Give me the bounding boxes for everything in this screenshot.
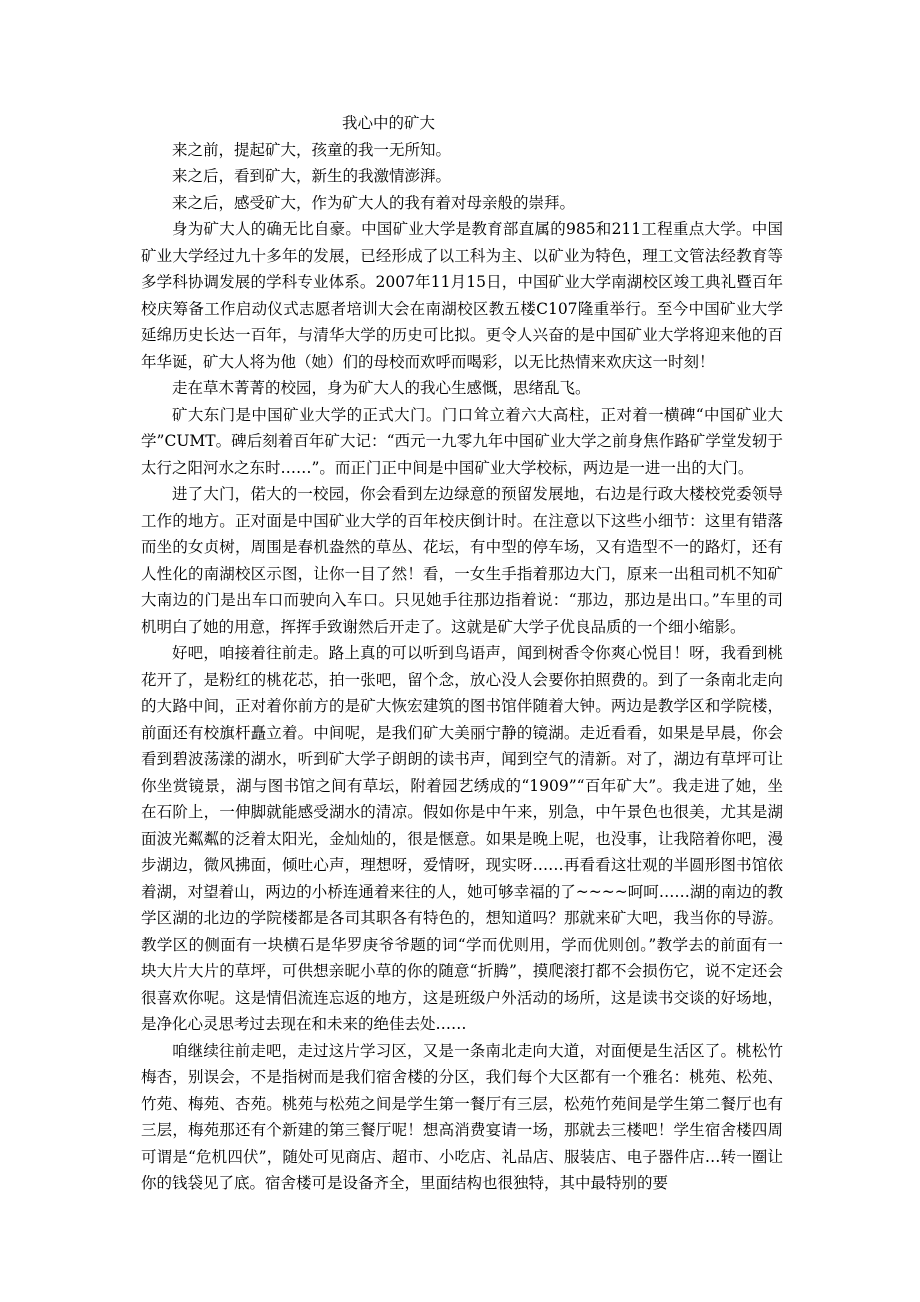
paragraph-living-area: 咱继续往前走吧，走过这片学习区，又是一条南北走向大道，对面便是生活区了。桃松竹梅杏，别误会，不是指树而是我们宿舍楼的分区，我们每个大区都有一个雅名：桃苑、松苑、竹苑、梅苑、杏苑。桃苑与松苑之间是学生第一餐厅有三层，松苑竹苑间是学生第二餐厅也有三层，梅苑那还有个新建的第三餐厅呢！想高消费宴请一场，那就去三楼吧！学生宿舍楼四周可谓是“危机四伏”，随处可见商店、超市、小吃店、礼品店、服装店、电子器件店…转一圈让你的钱袋见了底。宿舍楼可是设备齐全，里面结构也很独特，其中最特别的要 xyxy=(141,1041,783,1192)
paragraph-intro-before: 来之前，提起矿大，孩童的我一无所知。 xyxy=(172,140,452,159)
paragraph-entrance: 进了大门，偌大的一校园，你会看到左边绿意的预留发展地，右边是行政大楼校党委领导工作的地方。正对面是中国矿业大学的百年校庆倒计时。在注意以下这些小细节：这里有错落而坐的女贞树，周围是春机盎然的草丛、花坛，有中型的停车场，又有造型不一的路灯，还有人性化的南湖校区示图，让你一目了然！看，一女生手指着那边大门，原来一出租司机不知矿大南边的门是出车口而驶向入车口。只见她手往那边指着说：“那边，那边是出口。”车里的司机明白了她的用意，挥挥手致谢然后开走了。这就是矿大学子优良品质的一个细小缩影。 xyxy=(141,485,783,636)
paragraph-intro-after-see: 来之后，看到矿大，新生的我激情澎湃。 xyxy=(172,167,452,185)
paragraph-east-gate: 矿大东门是中国矿业大学的正式大门。门口耸立着六大高柱，正对着一横碑“中国矿业大学”CUMT。碑后刻着百年矿大记：“西元一九零九年中国矿业大学之前身焦作路矿学堂发轫于太行之阳河水之东时……”。而正门正中间是中国矿业大学校标，两边是一进一出的大门。 xyxy=(141,405,783,477)
paragraph-pride: 身为矿大人的确无比自豪。中国矿业大学是教育部直属的985和211工程重点大学。中国矿业大学经过九十多年的发展，已经形成了以工科为主、以矿业为特色，理工文管法经教育等多学科协调发展的学科专业体系。2007年11月15日，中国矿业大学南湖校区竣工典礼暨百年校庆筹备工作启动仪式志愿者培训大会在南湖校区教五楼C107隆重举行。至今中国矿业大学延绵历史长达一百年，与清华大学的历史可比拟。更令人兴奋的是中国矿业大学将迎来他的百年华诞，矿大人将为他（她）们的母校而欢呼而喝彩，以无比热情来欢庆这一时刻！ xyxy=(141,220,783,371)
paragraph-campus-walk: 走在草木菁菁的校园，身为矿大人的我心生感慨，思绪乱飞。 xyxy=(172,379,591,397)
paragraph-lake-library: 好吧，咱接着往前走。路上真的可以听到鸟语声，闻到树香令你爽心悦目！呀，我看到桃花开了，是粉红的桃花芯，拍一张吧，留个念，放心没人会要你拍照费的。到了一条南北走向的大路中间，正对着你前方的是矿大恢宏建筑的图书馆伴随着大钟。两边是教学区和学院楼，前面还有校旗杆矗立着。中间呢，是我们矿大美丽宁静的镜湖。走近看看，如果是早晨，你会看到碧波荡漾的湖水，听到矿大学子朗朗的读书声，闻到空气的清新。对了，湖边有草坪可让你坐赏镜景，湖与图书馆之间有草坛，附着园艺绣成的“1909”“百年矿大”。我走进了她，坐在石阶上，一伸脚就能感受湖水的清凉。假如你是中午来，别急，中午景色也很美，尤其是湖面波光粼粼的泛着太阳光，金灿灿的，很是惬意。如果是晚上呢，也没事，让我陪着你吧，漫步湖边，微风拂面，倾吐心声，理想呀，爱情呀，现实呀……再看看这壮观的半圆形图书馆依着湖，对望着山，两边的小桥连通着来往的人，她可够幸福的了~~~~呵呵……湖的南边的教学区湖的北边的学院楼都是各司其职各有特色的，想知道吗？那就来矿大吧，我当你的导游。教学区的侧面有一块横石是华罗庚爷爷题的词“学而优则用，学而优则创。”教学去的前面有一块大片大片的草坪，可供想亲昵小草的你的随意“折腾”，摸爬滚打都不会损伤它，说不定还会很喜欢你呢。这是情侣流连忘返的地方，这是班级户外活动的场所，这是读书交谈的好场地，是净化心灵思考过去现在和未来的绝佳去处…… xyxy=(141,644,783,1033)
paragraph-intro-after-feel: 来之后，感受矿大，作为矿大人的我有着对母亲般的崇拜。 xyxy=(172,193,576,212)
document-title: 我心中的矿大 xyxy=(342,114,436,132)
document-body xyxy=(141,110,783,1197)
